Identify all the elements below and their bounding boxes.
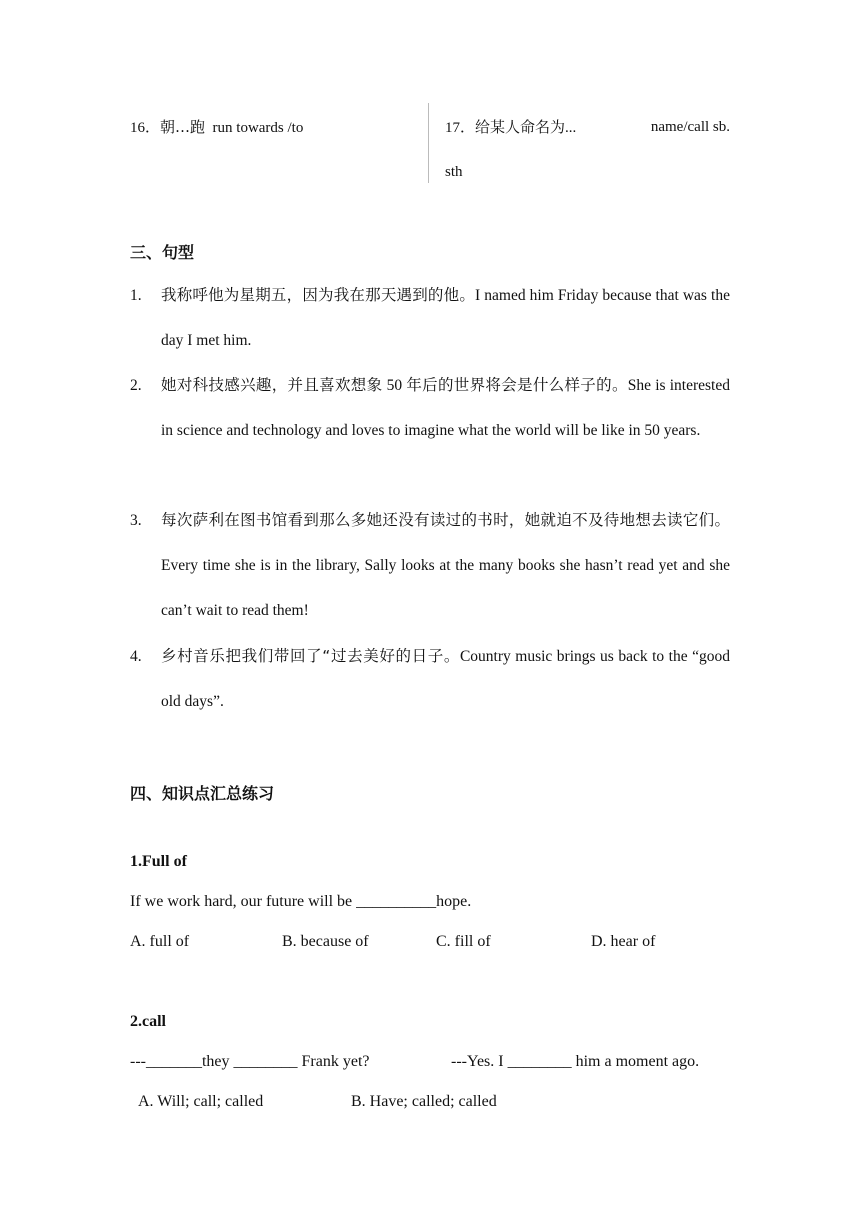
phrase-17-english: name/call sb. (650, 119, 730, 135)
phrase-17-dots: ... (565, 120, 577, 136)
sentence-chinese-cont: 年后的世界将会是什么样子的。 (406, 376, 628, 394)
question-1-text: If we work hard, our future will be __________hope. (130, 893, 472, 910)
phrase-17 (445, 105, 730, 151)
question-2-title: 2.call (130, 1013, 166, 1030)
sentence-english: Every time she is in the library, Sally looks at the many books she hasn’t read yet and she can’t wait to read them! (161, 557, 730, 619)
sentence-chinese-number: 50 (382, 377, 407, 394)
section-heading-practice: 四、知识点汇总练习 (130, 784, 275, 803)
section-heading-sentences: 三、句型 (130, 243, 195, 262)
sentence-item-2 (130, 363, 730, 453)
question-2-text-b: ---Yes. I ________ him a moment ago. (451, 1053, 700, 1070)
sentence-chinese: 每次萨利在图书馆看到那么多她还没有读过的书时，她就迫不及待地想去读它们。 (161, 511, 730, 529)
sentence-english: She is interested in science and technology and loves to imagine what the world will be like in 50 years. (161, 377, 730, 439)
sentence-number: 4. (130, 648, 142, 665)
phrase-17-chinese: 给某人命名为 (475, 118, 566, 136)
table-divider (428, 103, 429, 183)
sentence-english: I named him Friday because that was the day I met him. (161, 287, 730, 349)
question-2-option-a: A. Will; call; called (138, 1093, 264, 1110)
sentence-item-3 (130, 498, 730, 633)
phrase-16-number: 16． (130, 120, 161, 136)
sentence-chinese: 乡村音乐把我们带回了“过去美好的日子。 (161, 647, 460, 665)
question-1-option-b: B. because of (282, 933, 369, 950)
question-2-text-a: ---_______they ________ Frank yet? (130, 1053, 370, 1070)
question-1-option-d: D. hear of (591, 933, 656, 950)
question-1-option-c: C. fill of (436, 933, 491, 950)
question-2-option-b: B. Have; called; called (351, 1093, 497, 1110)
sentence-number: 3. (130, 512, 142, 529)
phrase-17-continued: sth (445, 164, 463, 180)
sentence-item-4 (130, 634, 730, 724)
sentence-chinese: 她对科技感兴趣，并且喜欢想象 (161, 376, 383, 394)
sentence-english: Country music brings us back to the “good old days”. (161, 648, 730, 710)
phrase-16-english: run towards /to (212, 120, 304, 136)
sentence-number: 1. (130, 287, 142, 304)
sentence-number: 2. (130, 377, 142, 394)
question-1-title: 1.Full of (130, 853, 187, 870)
sentence-item-1 (130, 273, 730, 363)
question-1-option-a: A. full of (130, 933, 190, 950)
phrase-16 (130, 105, 303, 151)
phrase-17-number: 17． (445, 120, 476, 136)
phrase-16-chinese: 朝…跑 (160, 118, 206, 136)
sentence-chinese: 我称呼他为星期五，因为我在那天遇到的他。 (161, 286, 476, 304)
